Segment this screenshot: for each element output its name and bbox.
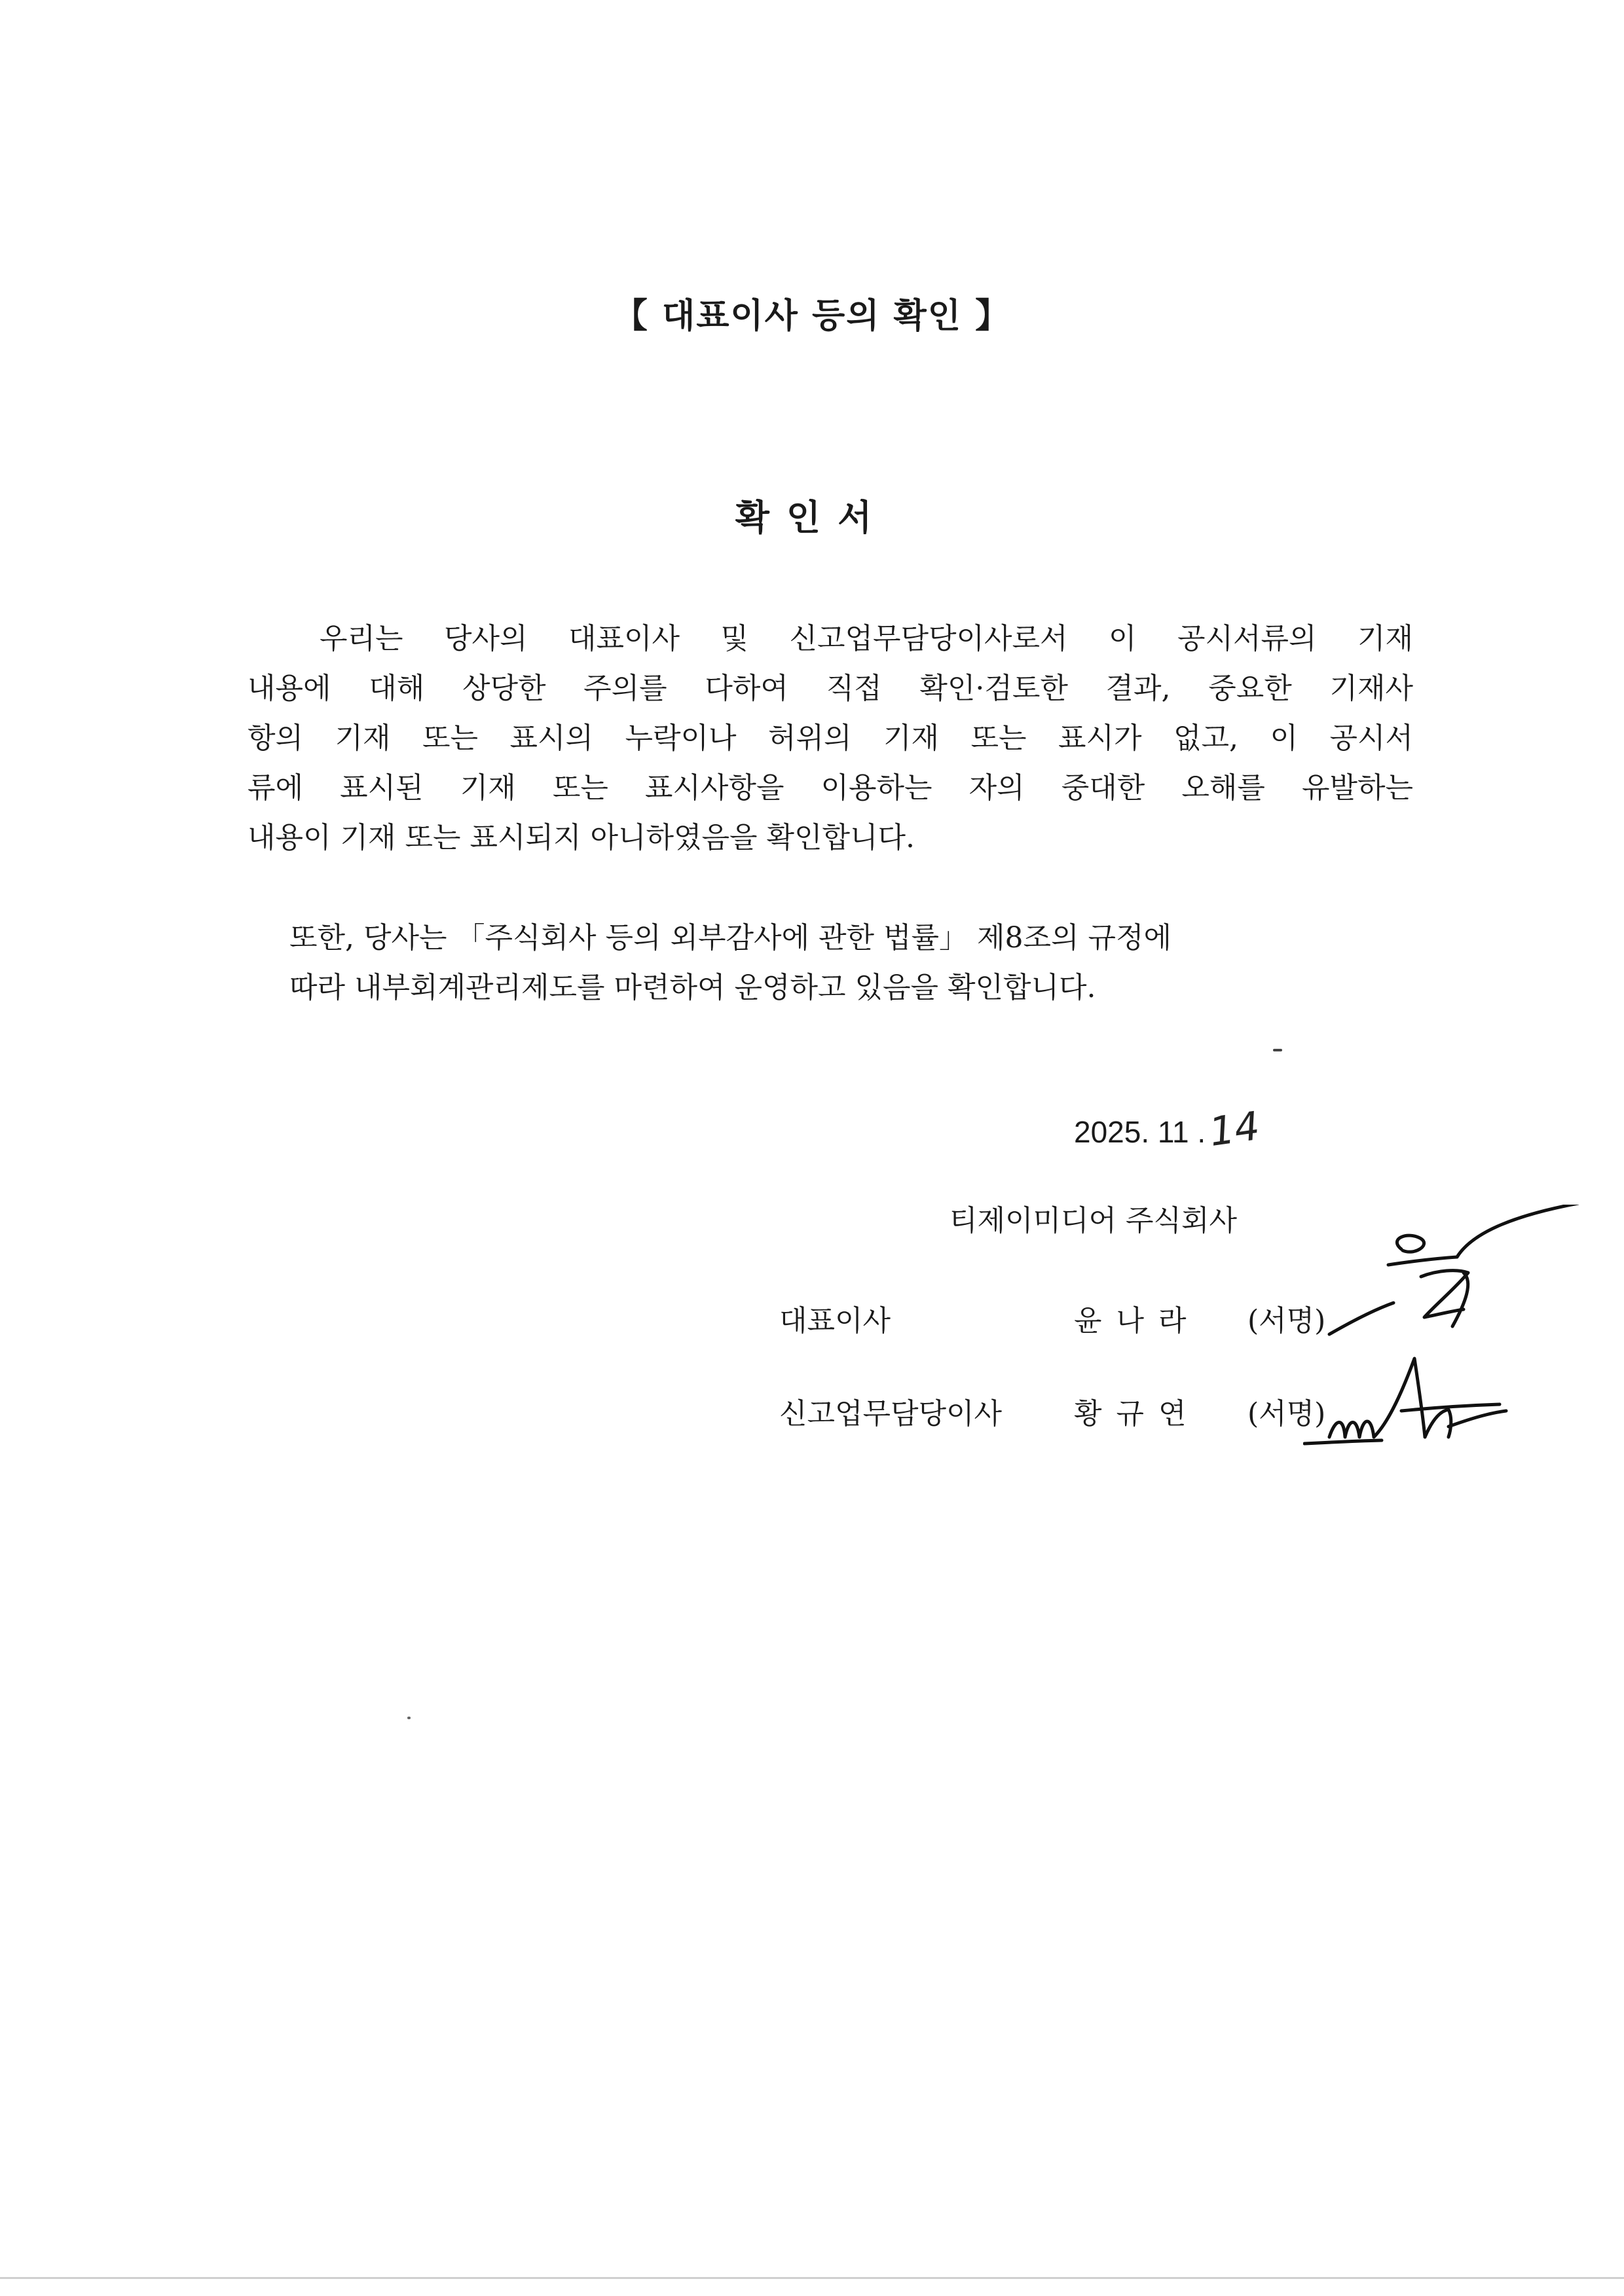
scan-edge-rule xyxy=(0,2277,1624,2279)
document-date xyxy=(1074,1103,1263,1156)
signature-ceo-icon xyxy=(1323,1205,1598,1362)
signer-name: 황규연 xyxy=(1074,1397,1201,1430)
date-printed: 2025. 11 . xyxy=(1074,1115,1206,1149)
date-handwritten-day: 14 xyxy=(1206,1103,1263,1156)
paragraph-line: 따라 내부회계관리제도를 마련하여 운영하고 있음을 확인합니다. xyxy=(289,971,1096,1004)
signature-cfo-icon xyxy=(1303,1345,1513,1470)
signer-name: 윤나라 xyxy=(1074,1304,1201,1338)
paragraph-line: 내용에 대해 상당한 주의를 다하여 직접 확인·검토한 결과, 중요한 기재사 xyxy=(248,672,1413,705)
signer-role: 신고업무담당이사 xyxy=(779,1397,1003,1430)
signer-role: 대표이사 xyxy=(779,1304,891,1338)
section-heading: 【 대표이사 등의 확인 】 xyxy=(613,297,1011,336)
document-title: 확인서 xyxy=(735,497,889,538)
paragraph-line: 항의 기재 또는 표시의 누락이나 허위의 기재 또는 표시가 없고, 이 공시서 xyxy=(248,721,1413,755)
signature-mark: (서명) xyxy=(1247,1304,1326,1338)
paragraph-line: 내용이 기재 또는 표시되지 아니하였음을 확인합니다. xyxy=(248,821,915,854)
confirmation-paragraph xyxy=(248,614,1413,863)
signature-mark: (서명) xyxy=(1247,1397,1326,1430)
paragraph-line: 류에 표시된 기재 또는 표시사항을 이용하는 자의 중대한 오해를 유발하는 xyxy=(248,771,1413,805)
paragraph-line: 또한, 당사는 「주식회사 등의 외부감사에 관한 법률」 제8조의 규정에 xyxy=(289,921,1172,955)
internal-control-paragraph xyxy=(289,913,1403,1013)
ink-speck xyxy=(407,1717,411,1719)
paragraph-line: 우리는 당사의 대표이사 및 신고업무담당이사로서 이 공시서류의 기재 xyxy=(320,622,1413,655)
company-name: 티제이미디어 주식회사 xyxy=(950,1204,1238,1237)
ink-speck xyxy=(1273,1049,1282,1051)
